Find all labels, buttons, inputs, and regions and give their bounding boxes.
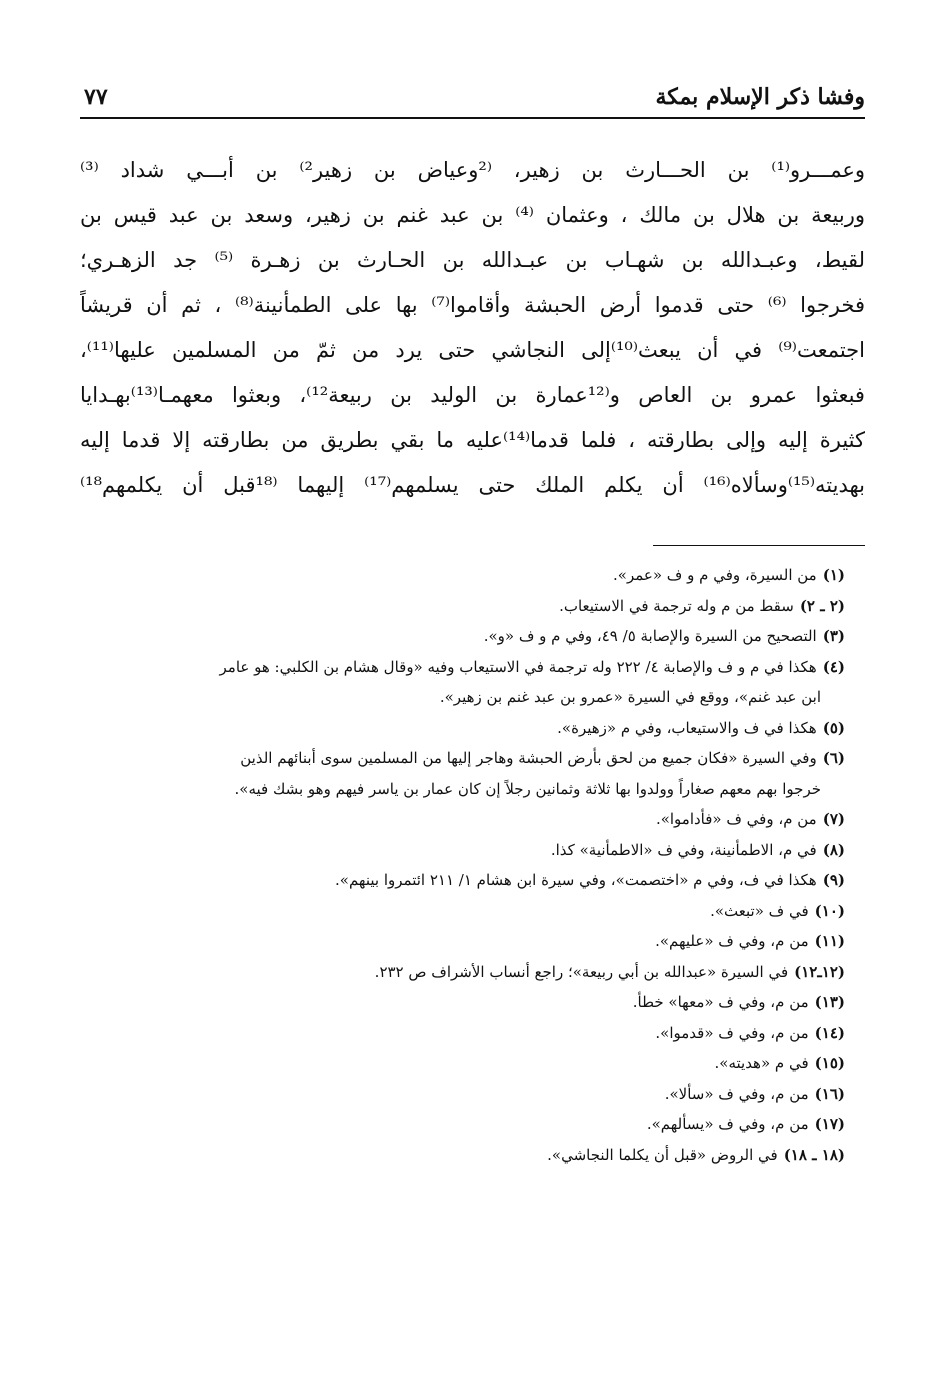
- footnote: [80, 804, 845, 835]
- footnote-text: هكذا في ف، وفي م «اختصمت»، وفي سيرة ابن هشام ١/ ٢١١ ائتمروا بينهم».: [335, 871, 817, 889]
- footnote: [80, 926, 845, 957]
- footnote-text: من م، وفي ف «فأداموا».: [655, 810, 817, 828]
- text-line: فخرجوا ⁽⁶⁾ حتى قدموا أرض الحبشة وأقاموا⁽⁷⁾ بها على الطمأنينة⁽⁸⁾ ، ثم أن قريشاً: [80, 293, 865, 317]
- footnote: [80, 591, 845, 622]
- footnote-number: (٨): [822, 840, 845, 859]
- footnote-number: (١٤): [814, 1023, 845, 1042]
- footnote: [80, 1140, 845, 1171]
- footnote-text: في السيرة «عبدالله بن أبي ربيعة»؛ راجع أنساب الأشراف ص ٢٣٢.: [374, 962, 789, 981]
- footnote: [80, 1109, 845, 1140]
- footnote: [80, 652, 845, 683]
- footnote-number: (١): [822, 566, 845, 584]
- footnote: [80, 621, 845, 652]
- footnote-number: (٥): [822, 718, 845, 737]
- footnote-number: (١٠): [814, 901, 845, 920]
- footnote-number: (١٣): [814, 993, 845, 1011]
- footnote: [80, 1018, 845, 1049]
- footnote-text: في ف «تبعث».: [710, 901, 809, 920]
- text-line: وعمـــرو⁽¹⁾ بن الحـــارث بن زهير، ⁽²وعياض بن زهير²⁾ بن أبـــي شداد ⁽³⁾: [80, 158, 865, 182]
- text-line: اجتمعت⁽⁹⁾ في أن يبعث⁽¹⁰⁾إلى النجاشي حتى يرد من ثمّ من المسلمين عليها⁽¹¹⁾،: [80, 338, 865, 362]
- footnote-text: هكذا في م و ف والإصابة ٤/ ٢٢٢ وله ترجمة في الاستيعاب وفيه «وقال هشام بن الكلبي: هو عامر: [219, 657, 817, 676]
- footnote-text: من السيرة، وفي م و ف «عمر».: [613, 566, 817, 584]
- footnote-text: من م، وفي ف «قدموا».: [655, 1023, 809, 1042]
- footnote: [80, 1079, 845, 1110]
- text-line: فبعثوا عمرو بن العاص و⁽¹²عمارة بن الوليد بن ربيعة¹²⁾، وبعثوا معهمـا⁽¹³⁾بهـدايا: [80, 383, 865, 407]
- page-header: [80, 78, 865, 114]
- footnote-text: من م، وفي ف «معها» خطأ.: [632, 993, 809, 1011]
- main-text: [80, 148, 865, 508]
- footnote-text: في م «هديته».: [714, 1054, 809, 1072]
- footnote: [80, 865, 845, 896]
- header-rule: [80, 117, 865, 119]
- footnote: [80, 896, 845, 927]
- footnote-text: في م، الاطمأنينة، وفي ف «الاطمأنية» كذا.: [550, 840, 817, 859]
- footnote-text: وفي السيرة «فكان جميع من لحق بأرض الحبشة وهاجر إليها من المسلمين سوى أبنائهم الذين: [240, 749, 817, 767]
- footnote-number: (١٦): [814, 1084, 845, 1103]
- footnote-text: التصحيح من السيرة والإصابة ٥/ ٤٩، وفي م و ف «و».: [483, 627, 817, 645]
- footnote-number: (٣): [822, 627, 845, 645]
- footnote-number: (٤): [822, 657, 845, 676]
- footnote: [80, 560, 845, 591]
- footnote-number: (١٨ ـ ١٨): [783, 1145, 845, 1164]
- footnote-number: (٦): [822, 749, 845, 767]
- footnote-number: (١٢ـ١٢): [794, 962, 845, 981]
- footnote-number: (٩): [822, 871, 845, 889]
- footnote-number: (٢ ـ ٢): [799, 596, 845, 615]
- footnote-text: سقط من م وله ترجمة في الاستيعاب.: [559, 596, 794, 615]
- footnote-text: من م، وفي ف «سألا».: [664, 1084, 809, 1103]
- page-number: ٧٧: [84, 84, 108, 110]
- text-line: كثيرة إليه وإلى بطارقته ، فلما قدما⁽¹⁴⁾عليه ما بقي بطريق من بطارقته إلا قدما إليه: [80, 428, 865, 452]
- text-line: بهديته⁽¹⁵⁾وسألاه⁽¹⁶⁾ أن يكلم الملك حتى يسلمهم⁽¹⁷⁾ إليهما ⁽¹⁸قبل أن يكلمهم¹⁸⁾: [80, 473, 865, 497]
- footnote-number: (١٥): [814, 1054, 845, 1072]
- footnote-text: هكذا في ف والاستيعاب، وفي م «زهيرة».: [557, 718, 817, 737]
- footnote-separator: [653, 545, 865, 546]
- footnote-number: (١٧): [814, 1115, 845, 1133]
- text-line: وربيعة بن هلال بن مالك ، وعثمان ⁽⁴⁾ بن عبد غنم بن زهير، وسعد بن عبد قيس بن: [80, 203, 865, 227]
- footnote-number: (١١): [814, 932, 845, 950]
- footnote-continuation: خرجوا بهم معهم صغاراً وولدوا بها ثلاثة وثمانين رجلاً إن كان عمار بن ياسر فيهم وهو بشك فيه».: [234, 779, 821, 798]
- footnote-continuation: ابن عبد غنم»، ووقع في السيرة «عمرو بن عبد غنم بن زهير».: [439, 688, 821, 706]
- footnote: [80, 743, 845, 774]
- running-title: وفشا ذكر الإسلام بمكة: [655, 84, 865, 110]
- text-line: لقيط، وعبـدالله بن شهـاب بن عبـدالله بن الحـارث بن زهـرة ⁽⁵⁾ جد الزهـري؛: [80, 248, 865, 272]
- footnote: [80, 713, 845, 744]
- footnote-text: من م، وفي ف «عليهم».: [655, 932, 809, 950]
- footnote-text: من م، وفي ف «يسألهم».: [646, 1115, 809, 1133]
- footnote: [80, 1048, 845, 1079]
- footnotes: [80, 560, 845, 1170]
- footnote: [80, 957, 845, 988]
- footnote: [80, 987, 845, 1018]
- footnote: [80, 835, 845, 866]
- footnote-text: في الروض «قبل أن يكلما النجاشي».: [547, 1145, 778, 1164]
- footnote-number: (٧): [822, 810, 845, 828]
